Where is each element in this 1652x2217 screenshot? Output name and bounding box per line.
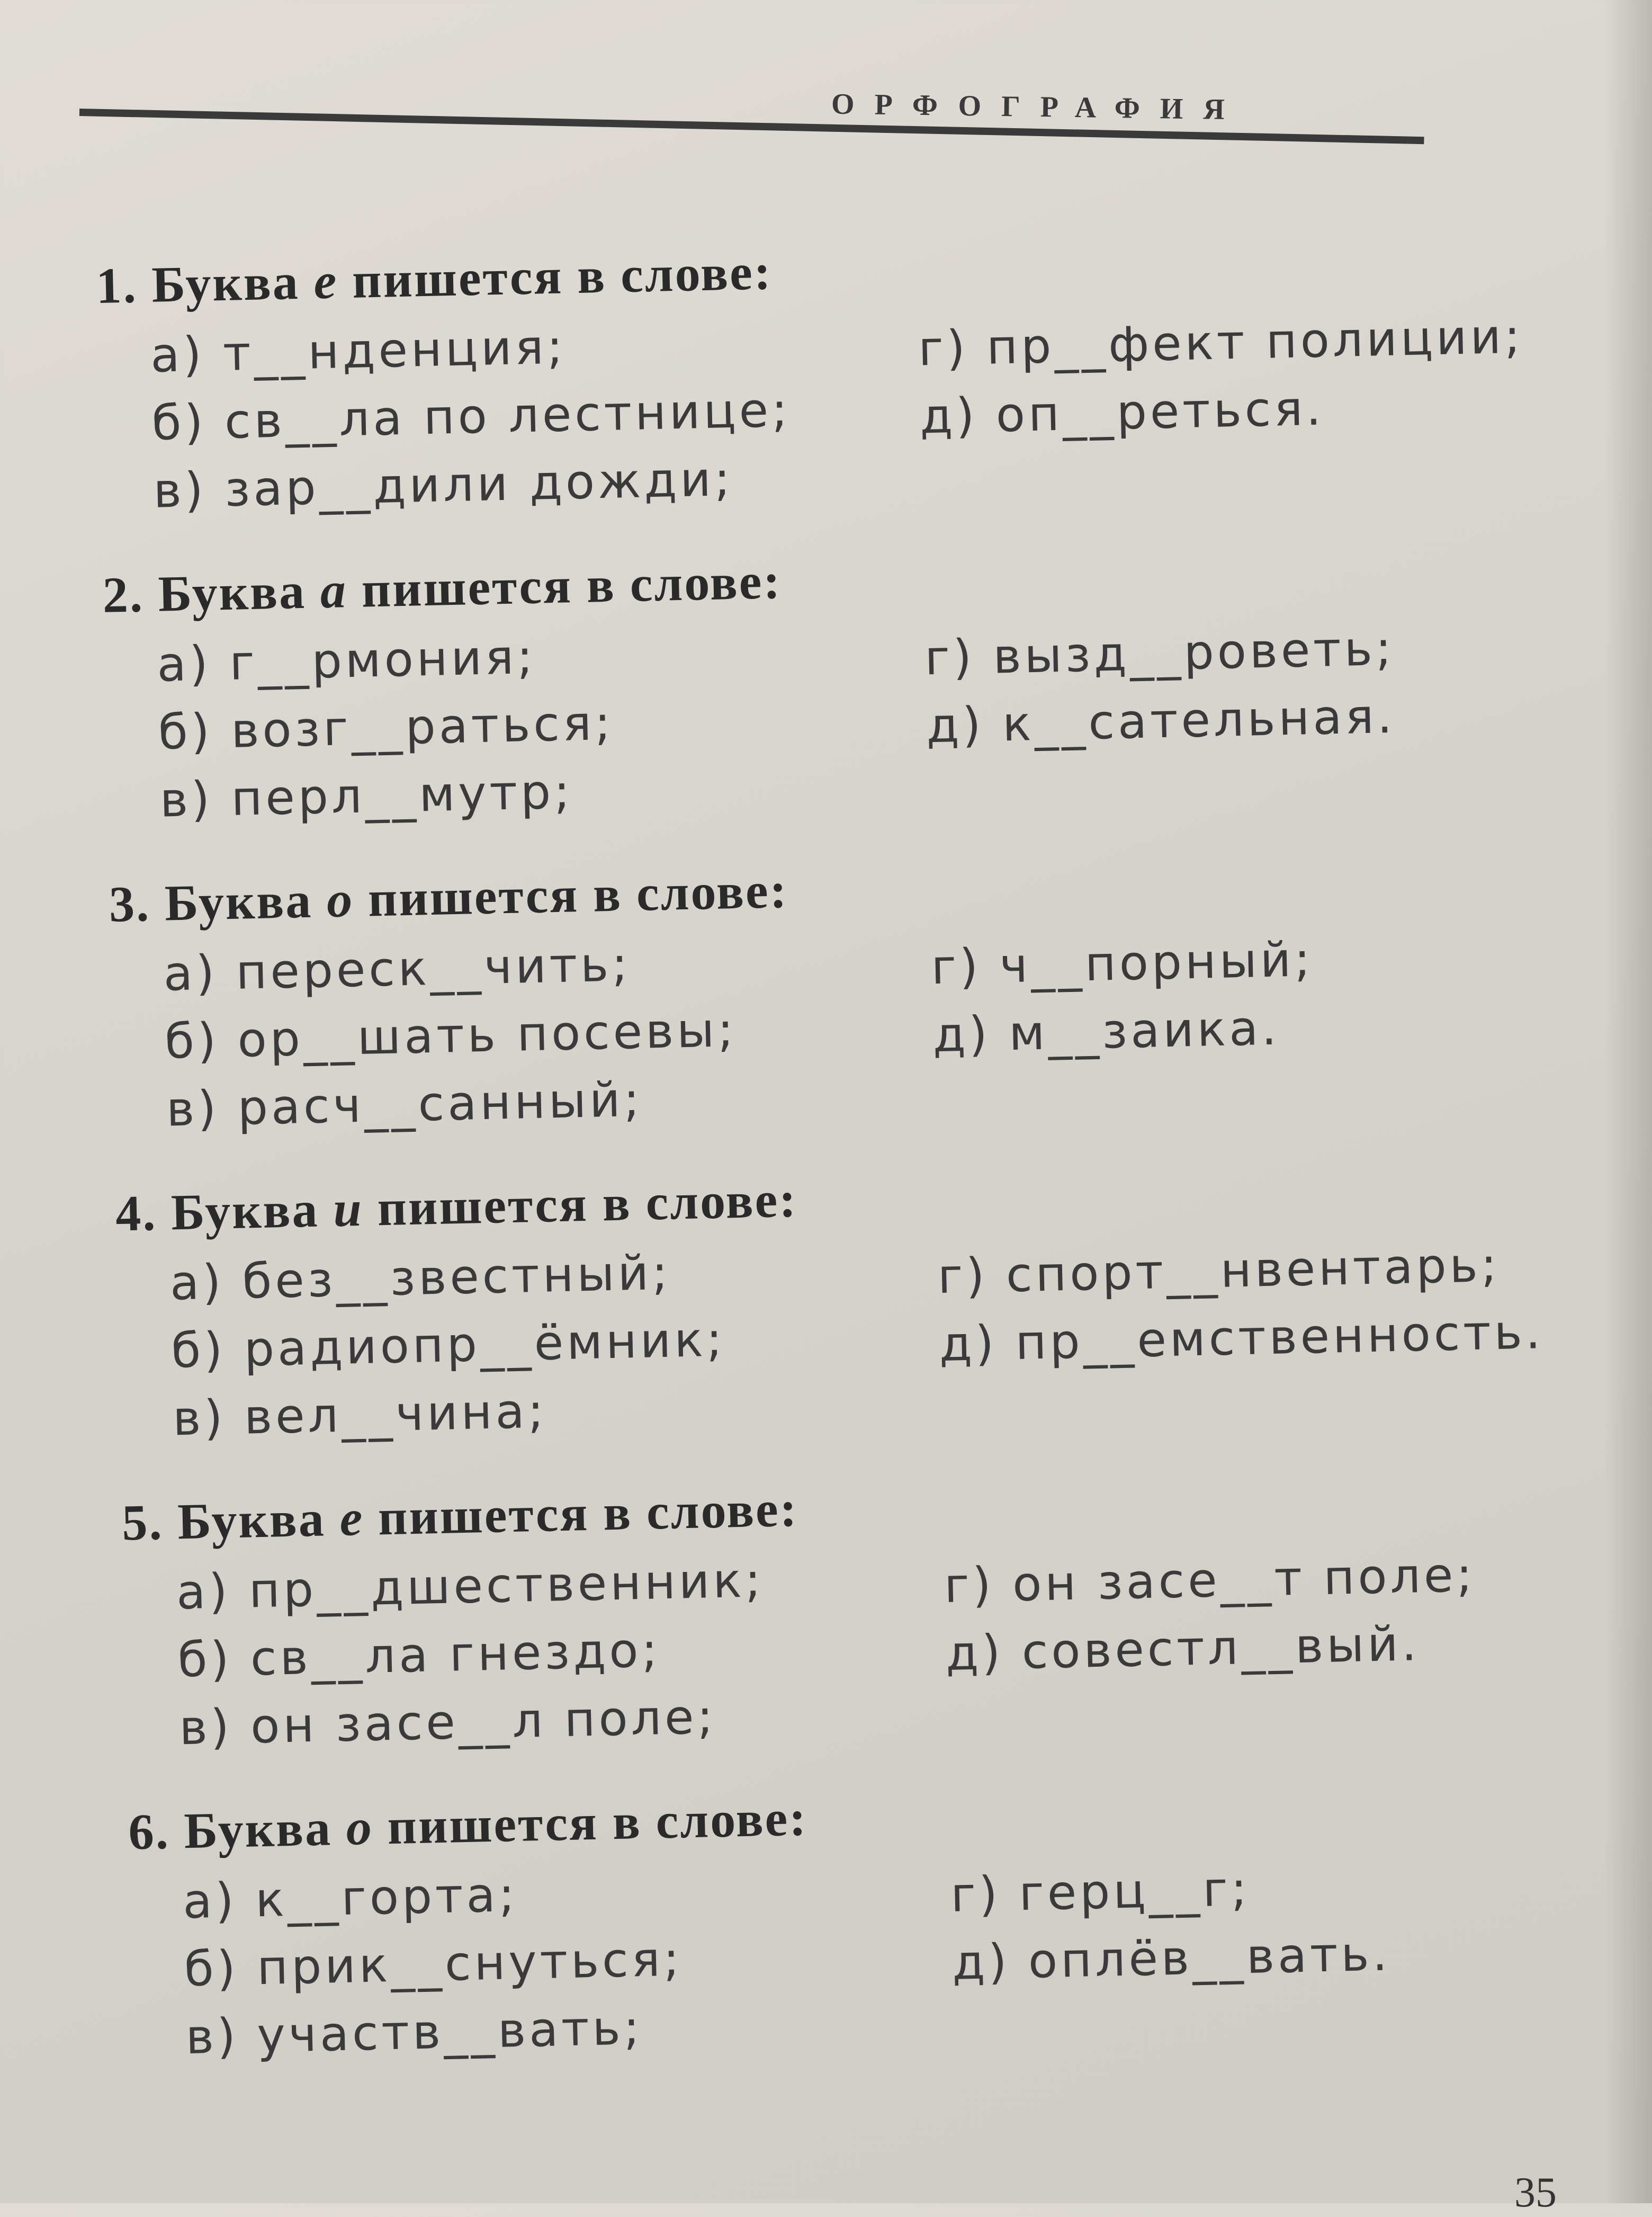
question-number: 1. [95, 256, 138, 314]
section-title: ОРФОГРАФИЯ [831, 87, 1245, 127]
option-v: в) перл__мутр; [159, 764, 574, 828]
question-letter: е [313, 252, 339, 310]
question-letter: а [319, 561, 348, 619]
option-b: б) св__ла по лестнице; [151, 382, 792, 451]
options-left-column [150, 309, 793, 525]
question-2 [102, 528, 1537, 844]
option-v: в) зар__дили дожди; [152, 451, 734, 519]
option-v: в) расч__санный; [165, 1071, 643, 1138]
question-letter: о [326, 871, 355, 928]
option-b: б) возг__раться; [158, 695, 615, 761]
option-g: г) пр__фект полиции; [918, 308, 1524, 377]
option-v: в) вел__чина; [172, 1383, 547, 1447]
question-4 [115, 1147, 1550, 1462]
option-a: а) г__рмония; [156, 629, 537, 693]
option-d: д) к__сательная. [926, 688, 1396, 754]
option-d: д) оплёв__вать. [951, 1926, 1391, 1991]
question-3 [108, 837, 1543, 1153]
answer-options [129, 1839, 1563, 2081]
question-5 [121, 1456, 1557, 1772]
question-letter: е [339, 1489, 365, 1546]
question-text-pre: Буква [151, 253, 315, 313]
option-b: б) ор__шать посевы; [164, 1002, 738, 1070]
question-text-post: пишется в слове: [362, 1170, 798, 1237]
question-number: 5. [121, 1493, 164, 1551]
option-d: д) м__заика. [932, 1000, 1280, 1063]
question-number: 6. [128, 1802, 170, 1861]
answer-options [110, 911, 1543, 1153]
option-b: б) св__ла гнездо; [177, 1622, 661, 1688]
option-g: г) спорт__нвентарь; [937, 1237, 1501, 1305]
option-d: д) совестл__вый. [945, 1616, 1421, 1682]
question-number: 2. [102, 566, 145, 623]
options-right-column [924, 615, 1397, 761]
option-a: а) к__горта; [182, 1866, 518, 1930]
page-edge-shadow [1604, 0, 1652, 2203]
options-left-column [176, 1546, 768, 1762]
answer-options [103, 602, 1537, 844]
question-letter: о [345, 1798, 374, 1856]
option-b: б) радиопр__ёмник; [170, 1311, 726, 1379]
page-number: 35 [1514, 2169, 1557, 2216]
question-number: 3. [108, 875, 151, 933]
options-right-column [930, 926, 1315, 1069]
question-text-pre: Буква [164, 871, 328, 932]
question-text-post: пишется в слове: [353, 861, 789, 928]
option-g: г) вызд__роветь; [924, 620, 1396, 686]
question-1 [95, 219, 1531, 534]
option-g: г) ч__порный; [930, 932, 1314, 996]
exercise-list [95, 219, 1564, 2104]
options-right-column [950, 1853, 1391, 1997]
option-a: а) пр__дшественник; [176, 1552, 765, 1621]
answer-options [116, 1221, 1550, 1462]
options-right-column [937, 1230, 1545, 1379]
question-text-post: пишется в слове: [363, 1480, 799, 1546]
option-g: г) герц__г; [950, 1861, 1251, 1923]
question-text-pre: Буква [170, 1181, 334, 1241]
question-text-post: пишется в слове: [337, 243, 773, 309]
question-text-post: пишется в слове: [372, 1789, 809, 1855]
option-v: в) он засе__л поле; [178, 1689, 717, 1756]
question-number: 4. [115, 1184, 158, 1242]
option-a: а) переск__чить; [163, 936, 632, 1002]
options-left-column [163, 928, 739, 1144]
options-right-column [918, 303, 1525, 451]
question-text-pre: Буква [177, 1489, 340, 1550]
option-a: а) т__нденция; [150, 319, 567, 383]
question-letter: и [333, 1179, 364, 1237]
options-right-column [944, 1541, 1478, 1688]
options-left-column [169, 1238, 728, 1453]
option-v: в) участв__вать; [185, 2000, 643, 2066]
answer-options [97, 293, 1531, 534]
options-left-column [182, 1858, 685, 2072]
options-left-column [156, 622, 616, 835]
answer-options [123, 1530, 1557, 1772]
option-b: б) прик__снуться; [183, 1931, 684, 1998]
option-g: г) он засе__т поле; [944, 1546, 1476, 1614]
option-a: а) без__звестный; [169, 1245, 672, 1311]
question-6 [128, 1765, 1563, 2081]
option-d: д) оп__реться. [919, 380, 1325, 445]
question-text-pre: Буква [157, 562, 321, 622]
option-d: д) пр__емственность. [938, 1304, 1545, 1373]
question-text-post: пишется в слове: [346, 552, 783, 619]
question-text-pre: Буква [183, 1799, 347, 1860]
